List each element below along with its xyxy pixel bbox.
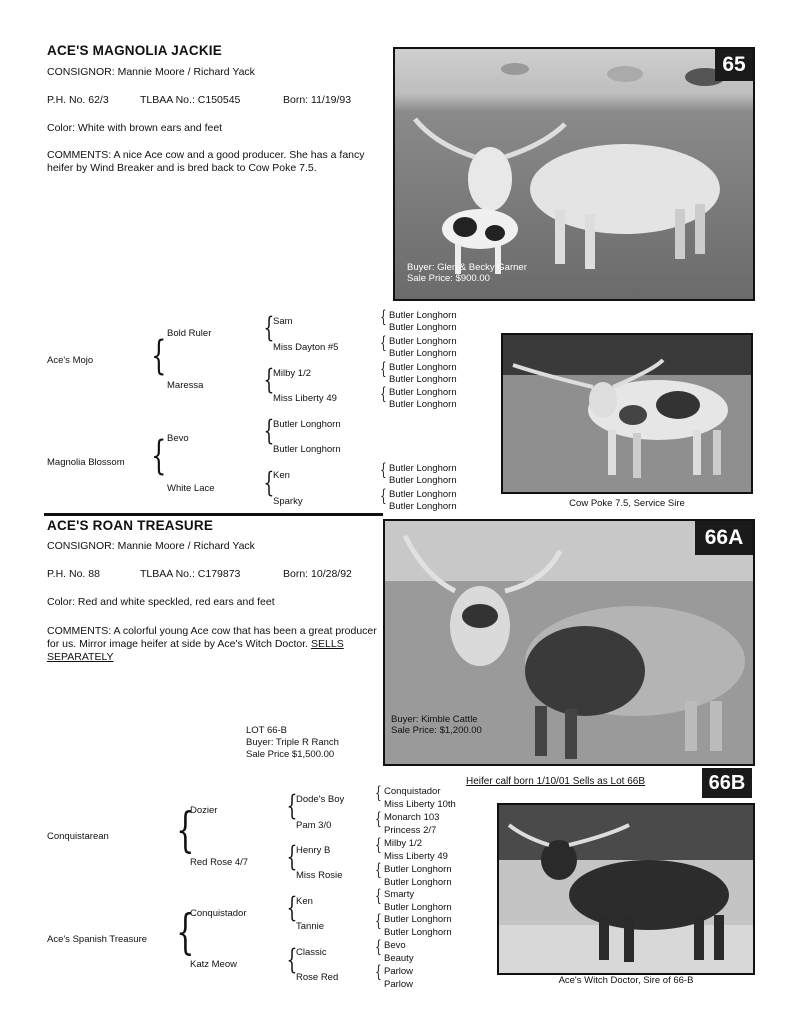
ped-ss-sire: Dode's Boy bbox=[296, 794, 345, 805]
ped-gg: Butler Longhorn bbox=[389, 399, 457, 410]
ped-dam-sire: Conquistador bbox=[190, 908, 247, 919]
brace: { bbox=[375, 809, 382, 829]
brace: { bbox=[375, 835, 382, 855]
ped-gg: Butler Longhorn bbox=[389, 374, 457, 385]
ped-sire-sire: Bold Ruler bbox=[167, 328, 212, 339]
lot66a-comments bbox=[47, 625, 377, 664]
lot66a-title: ACE'S ROAN TREASURE bbox=[47, 518, 214, 533]
ped-ds-dam: Tannie bbox=[296, 921, 324, 932]
brace: { bbox=[263, 311, 275, 344]
ped-dd-sire: Ken bbox=[273, 470, 290, 481]
lot65-ph-no: P.H. No. 62/3 bbox=[47, 94, 109, 106]
brace: { bbox=[286, 840, 298, 873]
ped-ds-sire: Butler Longhorn bbox=[273, 419, 341, 430]
lot65-badge: 65 bbox=[715, 49, 753, 81]
brace: { bbox=[286, 891, 298, 924]
lot65-color: Color: White with brown ears and feet bbox=[47, 122, 223, 134]
lot65-buyer: Buyer: Glen & Becky Garner bbox=[407, 262, 527, 273]
heifer-note bbox=[466, 776, 645, 788]
ped-gg: Smarty bbox=[384, 889, 415, 900]
ped-dam-dam: White Lace bbox=[167, 483, 215, 494]
ped-gg: Butler Longhorn bbox=[389, 336, 457, 347]
ped-gg: Butler Longhorn bbox=[389, 322, 457, 333]
ped-gg: Butler Longhorn bbox=[389, 310, 457, 321]
ped-ds-dam: Butler Longhorn bbox=[273, 444, 341, 455]
brace: { bbox=[375, 911, 382, 931]
heifer-note-text: Heifer calf born 1/10/01 Sells as Lot 66B bbox=[466, 776, 645, 787]
lot66b-lot-line: LOT 66-B bbox=[246, 725, 288, 736]
service-sire-photo bbox=[501, 333, 753, 494]
ped-sd-dam: Miss Liberty 49 bbox=[273, 393, 337, 404]
ped-sd-sire: Henry B bbox=[296, 845, 331, 856]
brace: { bbox=[375, 937, 382, 957]
ped-gg: Miss Liberty 49 bbox=[384, 851, 448, 862]
ped-dd-dam: Rose Red bbox=[296, 972, 339, 983]
brace: { bbox=[263, 466, 275, 499]
ped-sd-sire: Milby 1/2 bbox=[273, 368, 312, 379]
ped-gg: Milby 1/2 bbox=[384, 838, 423, 849]
ped-gg: Beauty bbox=[384, 953, 414, 964]
ped-ss-sire: Sam bbox=[273, 316, 293, 327]
ped-gg: Monarch 103 bbox=[384, 812, 440, 823]
lot66b-buyer: Buyer: Triple R Ranch bbox=[246, 737, 339, 748]
ped-gg: Butler Longhorn bbox=[389, 501, 457, 512]
lot66b-price: Sale Price $1,500.00 bbox=[246, 749, 335, 760]
brace: { bbox=[380, 359, 387, 379]
brace: { bbox=[380, 307, 387, 327]
lot65-born: Born: 11/19/93 bbox=[283, 94, 352, 106]
lot66a-comments-text: COMMENTS: A colorful young Ace cow that has been a great producer for us. Mirror image heifer at side by Ace's Witch Doctor. bbox=[47, 625, 377, 650]
ped-dam: Magnolia Blossom bbox=[47, 457, 125, 468]
ped-gg: Butler Longhorn bbox=[384, 902, 452, 913]
ped-dd-sire: Classic bbox=[296, 947, 327, 958]
lot66b-sire-photo bbox=[497, 803, 755, 975]
brace: { bbox=[286, 789, 298, 822]
lot65-tlbaa-no: TLBAA No.: C150545 bbox=[140, 94, 241, 106]
ped-dam-sire: Bevo bbox=[167, 433, 189, 444]
ped-dd-dam: Sparky bbox=[273, 496, 303, 507]
ped-gg: Parlow bbox=[384, 979, 414, 990]
ped-gg: Butler Longhorn bbox=[389, 362, 457, 373]
ped-gg: Butler Longhorn bbox=[389, 387, 457, 398]
ped-gg: Butler Longhorn bbox=[389, 463, 457, 474]
brace: { bbox=[375, 860, 382, 880]
brace: { bbox=[375, 886, 382, 906]
ped-sire-dam: Red Rose 4/7 bbox=[190, 857, 249, 868]
ped-gg: Butler Longhorn bbox=[389, 348, 457, 359]
lot65-comments: COMMENTS: A nice Ace cow and a good producer. She has a fancy heifer by Wind Breaker and is bred back to Cow Poke 7.5. bbox=[47, 149, 365, 174]
ped-ds-sire: Ken bbox=[296, 896, 313, 907]
brace: { bbox=[380, 384, 387, 404]
ped-dam: Ace's Spanish Treasure bbox=[47, 934, 148, 945]
ped-gg: Princess 2/7 bbox=[384, 825, 437, 836]
lot66a-buyer: Buyer: Kimble Cattle bbox=[391, 714, 478, 725]
ped-gg: Butler Longhorn bbox=[384, 864, 452, 875]
brace: { bbox=[176, 802, 195, 858]
brace: { bbox=[151, 433, 167, 479]
brace: { bbox=[263, 363, 275, 396]
brace: { bbox=[380, 333, 387, 353]
ped-ss-dam: Miss Dayton #5 bbox=[273, 342, 339, 353]
lot66a-born: Born: 10/28/92 bbox=[283, 568, 352, 580]
brace: { bbox=[286, 943, 298, 976]
lot66b-badge: 66B bbox=[702, 768, 752, 798]
lot66b-sire-caption: Ace's Witch Doctor, Sire of 66-B bbox=[558, 975, 694, 986]
ped-gg: Butler Longhorn bbox=[384, 927, 452, 938]
ped-gg: Butler Longhorn bbox=[389, 475, 457, 486]
ped-sire: Conquistarean bbox=[47, 831, 109, 842]
ped-sire: Ace's Mojo bbox=[47, 355, 94, 366]
ped-sd-dam: Miss Rosie bbox=[296, 870, 343, 881]
brace: { bbox=[380, 460, 387, 480]
brace: { bbox=[263, 414, 275, 447]
ped-gg: Conquistador bbox=[384, 786, 441, 797]
lot66a-badge: 66A bbox=[695, 521, 753, 555]
ped-ss-dam: Pam 3/0 bbox=[296, 820, 332, 831]
ped-dam-dam: Katz Meow bbox=[190, 959, 237, 970]
ped-sire-sire: Dozier bbox=[190, 805, 218, 816]
service-sire-caption: Cow Poke 7.5, Service Sire bbox=[569, 498, 685, 509]
brace: { bbox=[151, 333, 167, 379]
lot66a-consignor: CONSIGNOR: Mannie Moore / Richard Yack bbox=[47, 540, 255, 552]
sells-separately: SELLS SEPARATELY bbox=[47, 638, 344, 663]
lot65-title: ACE'S MAGNOLIA JACKIE bbox=[47, 43, 222, 58]
lot65-photo bbox=[393, 47, 755, 301]
ped-gg: Parlow bbox=[384, 966, 414, 977]
lot66a-ph-no: P.H. No. 88 bbox=[47, 568, 100, 580]
ped-sire-dam: Maressa bbox=[167, 380, 204, 391]
lot66a-photo bbox=[383, 519, 755, 766]
lot66a-tlbaa-no: TLBAA No.: C179873 bbox=[140, 568, 241, 580]
lot65-consignor: CONSIGNOR: Mannie Moore / Richard Yack bbox=[47, 66, 255, 78]
ped-gg: Bevo bbox=[384, 940, 406, 951]
ped-gg: Miss Liberty 10th bbox=[384, 799, 456, 810]
lot66a-sale-price: Sale Price: $1,200.00 bbox=[391, 725, 482, 736]
brace: { bbox=[176, 904, 195, 960]
lot65-sale-price: Sale Price: $900.00 bbox=[407, 273, 490, 284]
ped-gg: Butler Longhorn bbox=[384, 877, 452, 888]
ped-gg: Butler Longhorn bbox=[389, 489, 457, 500]
brace: { bbox=[380, 486, 387, 506]
brace: { bbox=[375, 962, 382, 982]
lot66a-color: Color: Red and white speckled, red ears and feet bbox=[47, 596, 275, 608]
ped-gg: Butler Longhorn bbox=[384, 914, 452, 925]
brace: { bbox=[375, 783, 382, 803]
section-divider bbox=[44, 513, 383, 516]
